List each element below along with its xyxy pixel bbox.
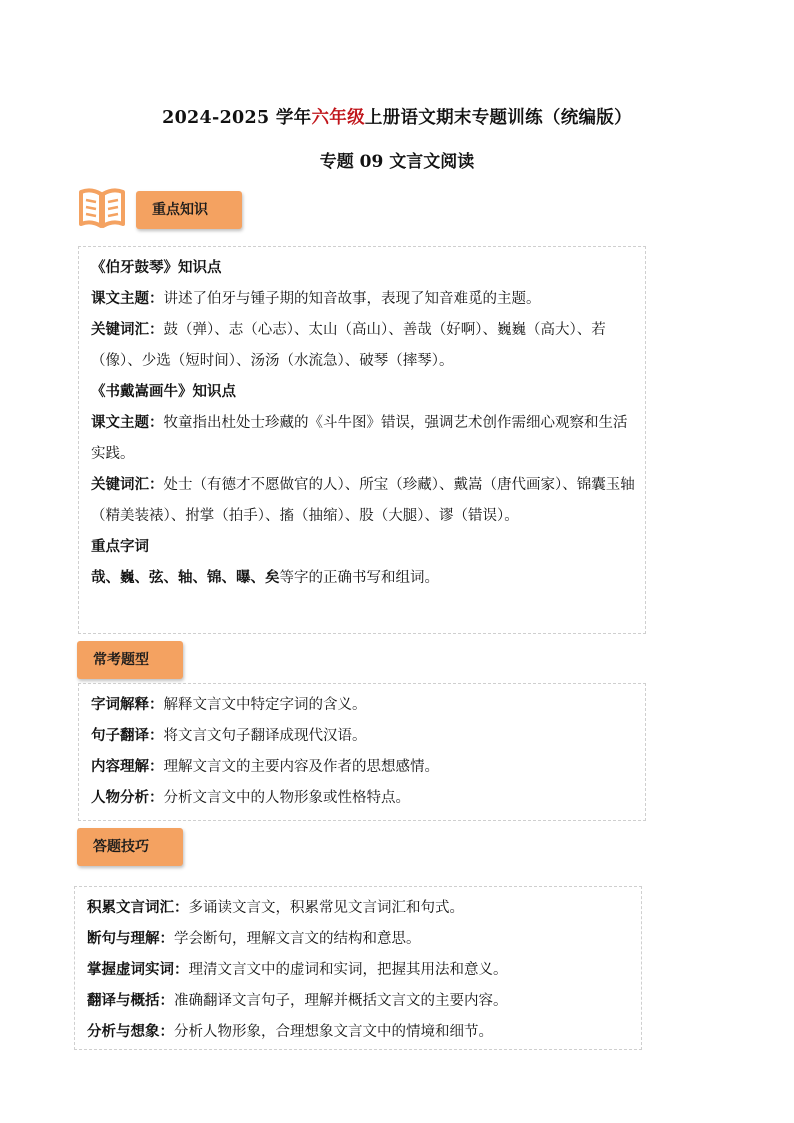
tip-item: 积累文言词汇：多诵读文言文，积累常见文言词汇和句式。 xyxy=(87,900,464,916)
key-chars-heading: 重点字词 xyxy=(91,539,149,555)
tag-answer-tips: 答题技巧 xyxy=(77,828,183,866)
key-knowledge-box xyxy=(78,246,646,634)
tag-common-types: 常考题型 xyxy=(77,641,183,679)
lesson2-theme: 课文主题：牧童指出杜处士珍藏的《斗牛图》错误，强调艺术创作需细心观察和生活实践。 xyxy=(91,415,628,462)
page-title: 2024-2025 学年六年级上册语文期末专题训练（统编版） xyxy=(162,108,632,128)
common-type-item: 字词解释：解释文言文中特定字词的含义。 xyxy=(91,697,367,713)
tip-item: 掌握虚词实词：理清文言文中的虚词和实词，把握其用法和意义。 xyxy=(87,962,508,978)
tag-key-knowledge: 重点知识 xyxy=(136,191,242,229)
tip-item: 分析与想象：分析人物形象，合理想象文言文中的情境和细节。 xyxy=(87,1024,493,1040)
key-chars-line: 哉、巍、弦、轴、锦、曝、矣等字的正确书写和组词。 xyxy=(91,570,439,586)
answer-tips-box xyxy=(74,886,642,1050)
page-subtitle: 专题 09 文言文阅读 xyxy=(319,152,475,172)
lesson1-theme: 课文主题：讲述了伯牙与锺子期的知音故事，表现了知音难觅的主题。 xyxy=(91,291,541,307)
lesson2-words: 关键词汇：处士（有德才不愿做官的人）、所宝（珍藏）、戴嵩（唐代画家）、锦囊玉轴（精美装裱）、拊掌（拍手）、搐（抽缩）、股（大腿）、谬（错误）。 xyxy=(91,477,635,524)
common-types-box xyxy=(78,683,646,821)
lesson1-words: 关键词汇：鼓（弹）、志（心志）、太山（高山）、善哉（好啊）、巍巍（高大）、若（像）、少选（短时间）、汤汤（水流急）、破琴（摔琴）。 xyxy=(91,322,606,369)
grade-highlight: 六年级 xyxy=(311,108,365,128)
open-book-icon xyxy=(78,186,126,232)
lesson1-heading: 《伯牙鼓琴》知识点 xyxy=(91,260,222,276)
tip-item: 断句与理解：学会断句，理解文言文的结构和意思。 xyxy=(87,931,421,947)
tip-item: 翻译与概括：准确翻译文言句子，理解并概括文言文的主要内容。 xyxy=(87,993,508,1009)
lesson2-heading: 《书戴嵩画牛》知识点 xyxy=(91,384,236,400)
common-type-item: 人物分析：分析文言文中的人物形象或性格特点。 xyxy=(91,790,410,806)
common-type-item: 内容理解：理解文言文的主要内容及作者的思想感情。 xyxy=(91,759,439,775)
common-type-item: 句子翻译：将文言文句子翻译成现代汉语。 xyxy=(91,728,367,744)
